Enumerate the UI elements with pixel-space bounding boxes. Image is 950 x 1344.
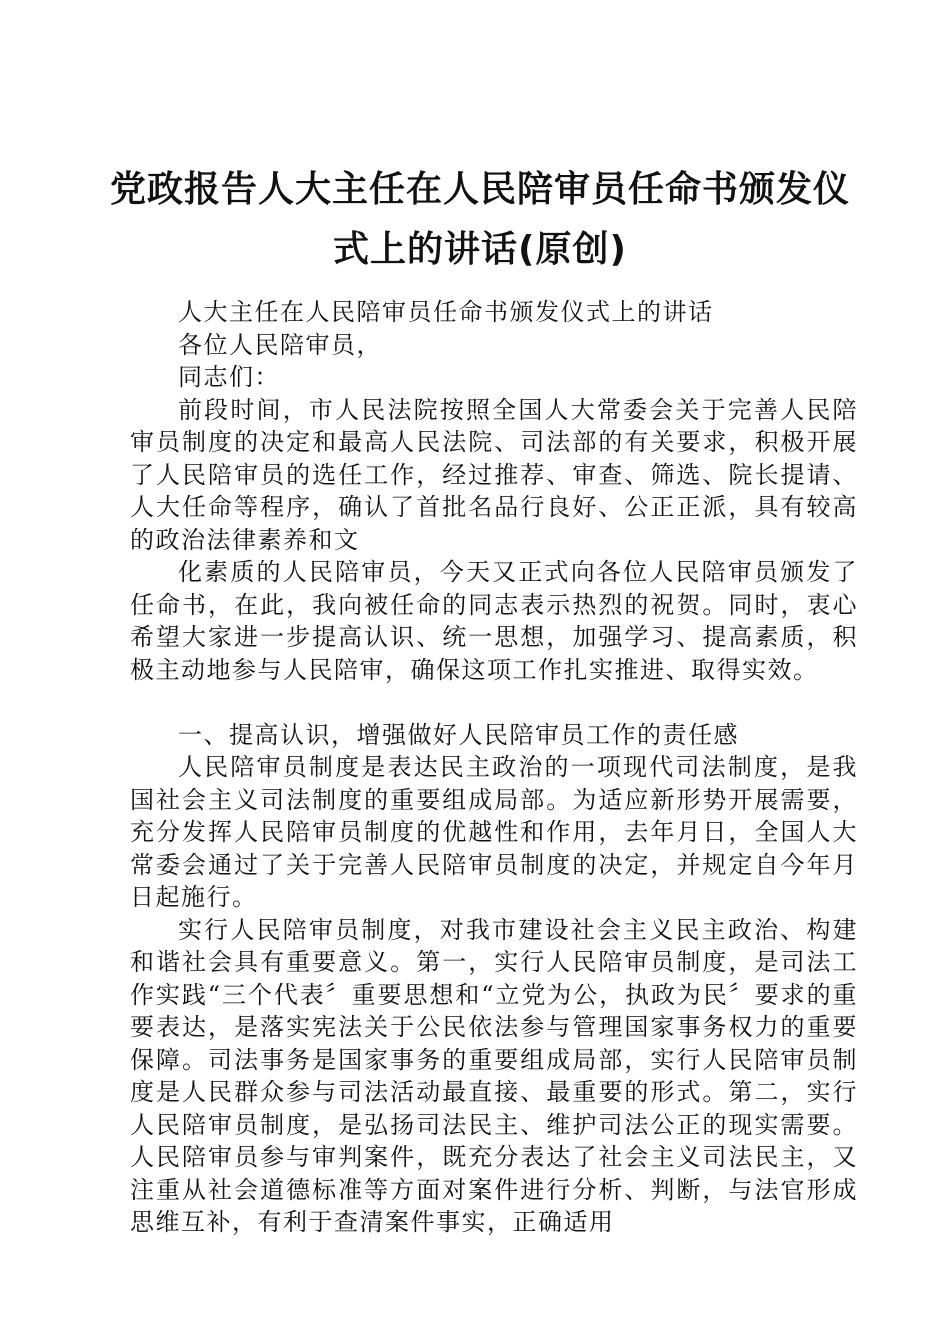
salutation: 各位人民陪审员， [178, 330, 382, 359]
body-paragraph: 实行人民陪审员制度，对我市建设社会主义民主政治、构建和谐社会具有重要意义。第一，实行人民陪审员制度，是司法工作实践“三个代表〞重要思想和“立党为公，执政为民〞要求的重要表达，是落实宪法关于公民依法参与管理国家事务权力的重要保障。司法事务是国家事务的重要组成局部，实行人民陪审员制度是人民群众参与司法活动最直接、最重要的形式。第二，实行人民陪审员制度，是弘扬司法民主、维护司法公正的现实需要。人民陪审员参与审判案件，既充分表达了社会主义司法民主，又注重从社会道德标准等方面对案件进行分析、判断，与法官形成思维互补，有利于查清案件事实，正确适用 [130, 915, 858, 1236]
body-paragraph: 人民陪审员制度是表达民主政治的一项现代司法制度，是我国社会主义司法制度的重要组成局部。为适应新形势开展需要，充分发挥人民陪审员制度的优越性和作用，去年月日，全国人大常委会通过了关于完善人民陪审员制度的决定，并规定自今年月日起施行。 [130, 753, 858, 911]
speech-heading: 人大主任在人民陪审员任命书颁发仪式上的讲话 [178, 298, 714, 326]
body-paragraph: 化素质的人民陪审员，今天又正式向各位人民陪审员颁发了任命书，在此，我向被任命的同志表示热烈的祝贺。同时，衷心希望大家进一步提高认识、统一思想，加强学习、提高素质，积极主动地参与人民陪审，确保这项工作扎实推进、取得实效。 [130, 558, 858, 684]
section-heading: 一、提高认识，增强做好人民陪审员工作的责任感 [178, 720, 739, 749]
document-body [130, 296, 858, 1239]
salutation: 同志们： [178, 363, 280, 391]
body-paragraph: 前段时间，市人民法院按照全国人大常委会关于完善人民陪审员制度的决定和最高人民法院、司法部的有关要求，积极开展了人民陪审员的选任工作，经过推荐、审查、筛选、院长提请、人大任命等程序，确认了首批名品行良好、公正正派，具有较高的政治法律素养和文 [130, 395, 858, 554]
document-title: 党政报告人大主任在人民陪审员任命书颁发仪式上的讲话(原创) [110, 169, 851, 270]
